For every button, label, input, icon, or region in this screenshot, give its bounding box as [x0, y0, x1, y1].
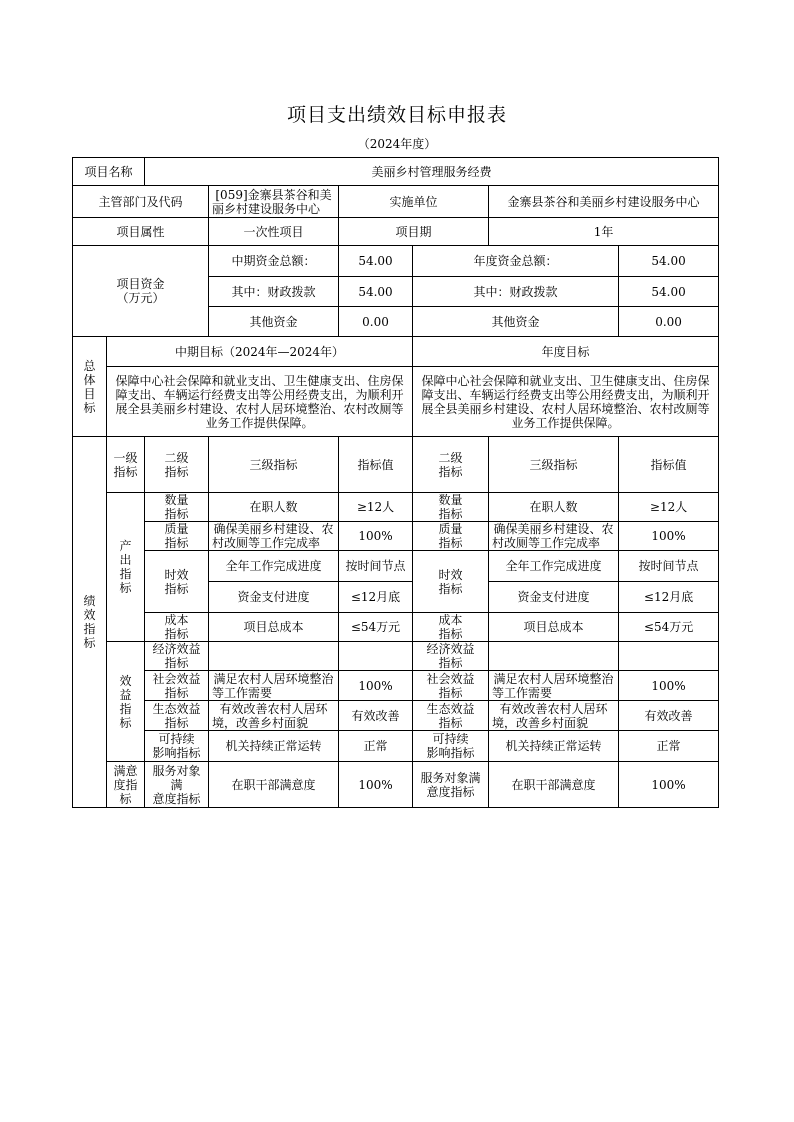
timely-cat-year: 时效 指标 — [413, 551, 489, 613]
eco-cat-mid: 生态效益 指标 — [145, 701, 209, 731]
timely-vala-mid: 按时间节点 — [339, 551, 413, 582]
row-output-qty — [73, 493, 719, 522]
timely-l3a-year: 全年工作完成进度 — [489, 551, 619, 582]
eco-cat-year: 生态效益 指标 — [413, 701, 489, 731]
row-effect-social — [73, 671, 719, 701]
qty-val-year: ≥12人 — [619, 493, 719, 522]
row-output-quality — [73, 522, 719, 551]
timely-l3b-mid: 资金支付进度 — [209, 582, 339, 613]
funds-label: 项目资金 （万元） — [73, 246, 209, 337]
mid-goal-header: 中期目标（2024年—2024年） — [107, 337, 413, 367]
serve-val-year: 100% — [619, 762, 719, 808]
social-l3-mid: 满足农村人居环境整治等工作需要 — [209, 671, 339, 701]
timely-cat-mid: 时效 指标 — [145, 551, 209, 613]
mid-total-label: 中期资金总额： — [209, 246, 339, 277]
sustain-val-mid: 正常 — [339, 731, 413, 762]
qty-cat-mid: 数量 指标 — [145, 493, 209, 522]
report-year: （2024年度） — [357, 137, 437, 151]
econ-val-year — [619, 642, 719, 671]
row-satisfaction — [73, 762, 719, 808]
timely-l3b-year: 资金支付进度 — [489, 582, 619, 613]
year-goal-text: 保障中心社会保障和就业支出、卫生健康支出、住房保障支出、车辆运行经费支出等公用经费支出，为顺利开展全县美丽乡村建设、农村人居环境整治、农村改厕等业务工作提供保障。 — [413, 367, 719, 437]
impl-label: 实施单位 — [339, 186, 489, 218]
eco-val-mid: 有效改善 — [339, 701, 413, 731]
quality-val-year: 100% — [619, 522, 719, 551]
dept-value: [059]金寨县茶谷和美丽乡村建设服务中心 — [209, 186, 339, 218]
period-label: 项目期 — [339, 218, 489, 246]
econ-l3-year — [489, 642, 619, 671]
year-fiscal-label: 其中：财政拨款 — [413, 277, 619, 307]
dept-label: 主管部门及代码 — [73, 186, 209, 218]
performance-target-table — [72, 157, 719, 808]
h-level2-year: 二级 指标 — [413, 437, 489, 493]
quality-val-mid: 100% — [339, 522, 413, 551]
qty-cat-year: 数量 指标 — [413, 493, 489, 522]
row-effect-sustain — [73, 731, 719, 762]
econ-l3-mid — [209, 642, 339, 671]
row-indicator-headers — [73, 437, 719, 493]
cost-val-year: ≤54万元 — [619, 613, 719, 642]
quality-l3-year: 确保美丽乡村建设、农村改厕等工作完成率 — [489, 522, 619, 551]
econ-val-mid — [339, 642, 413, 671]
year-total-label: 年度资金总额： — [413, 246, 619, 277]
cost-l3-mid: 项目总成本 — [209, 613, 339, 642]
year-fiscal-value: 54.00 — [619, 277, 719, 307]
serve-val-mid: 100% — [339, 762, 413, 808]
quality-cat-year: 质量 指标 — [413, 522, 489, 551]
year-other-value: 0.00 — [619, 307, 719, 337]
attr-label: 项目属性 — [73, 218, 209, 246]
econ-cat-mid: 经济效益 指标 — [145, 642, 209, 671]
mid-other-label: 其他资金 — [209, 307, 339, 337]
row-project-name — [73, 158, 719, 186]
h-value-year: 指标值 — [619, 437, 719, 493]
project-name-value: 美丽乡村管理服务经费 — [145, 158, 719, 186]
timely-vala-year: 按时间节点 — [619, 551, 719, 582]
cost-cat-year: 成本 指标 — [413, 613, 489, 642]
qty-l3-year: 在职人数 — [489, 493, 619, 522]
social-cat-year: 社会效益 指标 — [413, 671, 489, 701]
sustain-l3-mid: 机关持续正常运转 — [209, 731, 339, 762]
cost-val-mid: ≤54万元 — [339, 613, 413, 642]
project-name-label: 项目名称 — [73, 158, 145, 186]
eco-val-year: 有效改善 — [619, 701, 719, 731]
timely-valb-mid: ≤12月底 — [339, 582, 413, 613]
qty-val-mid: ≥12人 — [339, 493, 413, 522]
h-level2-mid: 二级 指标 — [145, 437, 209, 493]
mid-fiscal-value: 54.00 — [339, 277, 413, 307]
row-effect-econ — [73, 642, 719, 671]
h-value-mid: 指标值 — [339, 437, 413, 493]
sustain-cat-year: 可持续 影响指标 — [413, 731, 489, 762]
performance-indicator-label: 绩 效 指 标 — [73, 437, 107, 808]
row-funds-total — [73, 246, 719, 277]
econ-cat-year: 经济效益 指标 — [413, 642, 489, 671]
mid-other-value: 0.00 — [339, 307, 413, 337]
sustain-cat-mid: 可持续 影响指标 — [145, 731, 209, 762]
year-goal-header: 年度目标 — [413, 337, 719, 367]
qty-l3-mid: 在职人数 — [209, 493, 339, 522]
social-val-mid: 100% — [339, 671, 413, 701]
h-level3-mid: 三级指标 — [209, 437, 339, 493]
attr-value: 一次性项目 — [209, 218, 339, 246]
cost-l3-year: 项目总成本 — [489, 613, 619, 642]
output-indicator-label: 产 出 指 标 — [107, 493, 145, 642]
year-other-label: 其他资金 — [413, 307, 619, 337]
serve-l3-mid: 在职干部满意度 — [209, 762, 339, 808]
mid-goal-text: 保障中心社会保障和就业支出、卫生健康支出、住房保障支出、车辆运行经费支出等公用经费支出，为顺利开展全县美丽乡村建设、农村人居环境整治、农村改厕等业务工作提供保障。 — [107, 367, 413, 437]
serve-l3-year: 在职干部满意度 — [489, 762, 619, 808]
impl-value: 金寨县茶谷和美丽乡村建设服务中心 — [489, 186, 719, 218]
timely-l3a-mid: 全年工作完成进度 — [209, 551, 339, 582]
h-level3-year: 三级指标 — [489, 437, 619, 493]
overall-goal-label: 总 体 目 标 — [73, 337, 107, 437]
mid-fiscal-label: 其中：财政拨款 — [209, 277, 339, 307]
social-cat-mid: 社会效益 指标 — [145, 671, 209, 701]
serve-cat-mid: 服务对象满 意度指标 — [145, 762, 209, 808]
serve-cat-year: 服务对象满 意度指标 — [413, 762, 489, 808]
row-goals-header — [73, 337, 719, 367]
satisfaction-indicator-label: 满意 度指 标 — [107, 762, 145, 808]
social-val-year: 100% — [619, 671, 719, 701]
period-value: 1年 — [489, 218, 719, 246]
row-output-timely-a — [73, 551, 719, 582]
row-output-cost — [73, 613, 719, 642]
sustain-val-year: 正常 — [619, 731, 719, 762]
cost-cat-mid: 成本 指标 — [145, 613, 209, 642]
row-attributes — [73, 218, 719, 246]
eco-l3-mid: 有效改善农村人居环境，改善乡村面貌 — [209, 701, 339, 731]
eco-l3-year: 有效改善农村人居环境，改善乡村面貌 — [489, 701, 619, 731]
quality-cat-mid: 质量 指标 — [145, 522, 209, 551]
page-title: 项目支出绩效目标申报表 — [286, 104, 507, 126]
quality-l3-mid: 确保美丽乡村建设、农村改厕等工作完成率 — [209, 522, 339, 551]
row-department — [73, 186, 719, 218]
social-l3-year: 满足农村人居环境整治等工作需要 — [489, 671, 619, 701]
timely-valb-year: ≤12月底 — [619, 582, 719, 613]
h-level1-mid: 一级 指标 — [107, 437, 145, 493]
row-goals-text — [73, 367, 719, 437]
year-total-value: 54.00 — [619, 246, 719, 277]
mid-total-value: 54.00 — [339, 246, 413, 277]
row-effect-eco — [73, 701, 719, 731]
sustain-l3-year: 机关持续正常运转 — [489, 731, 619, 762]
effect-indicator-label: 效 益 指 标 — [107, 642, 145, 762]
